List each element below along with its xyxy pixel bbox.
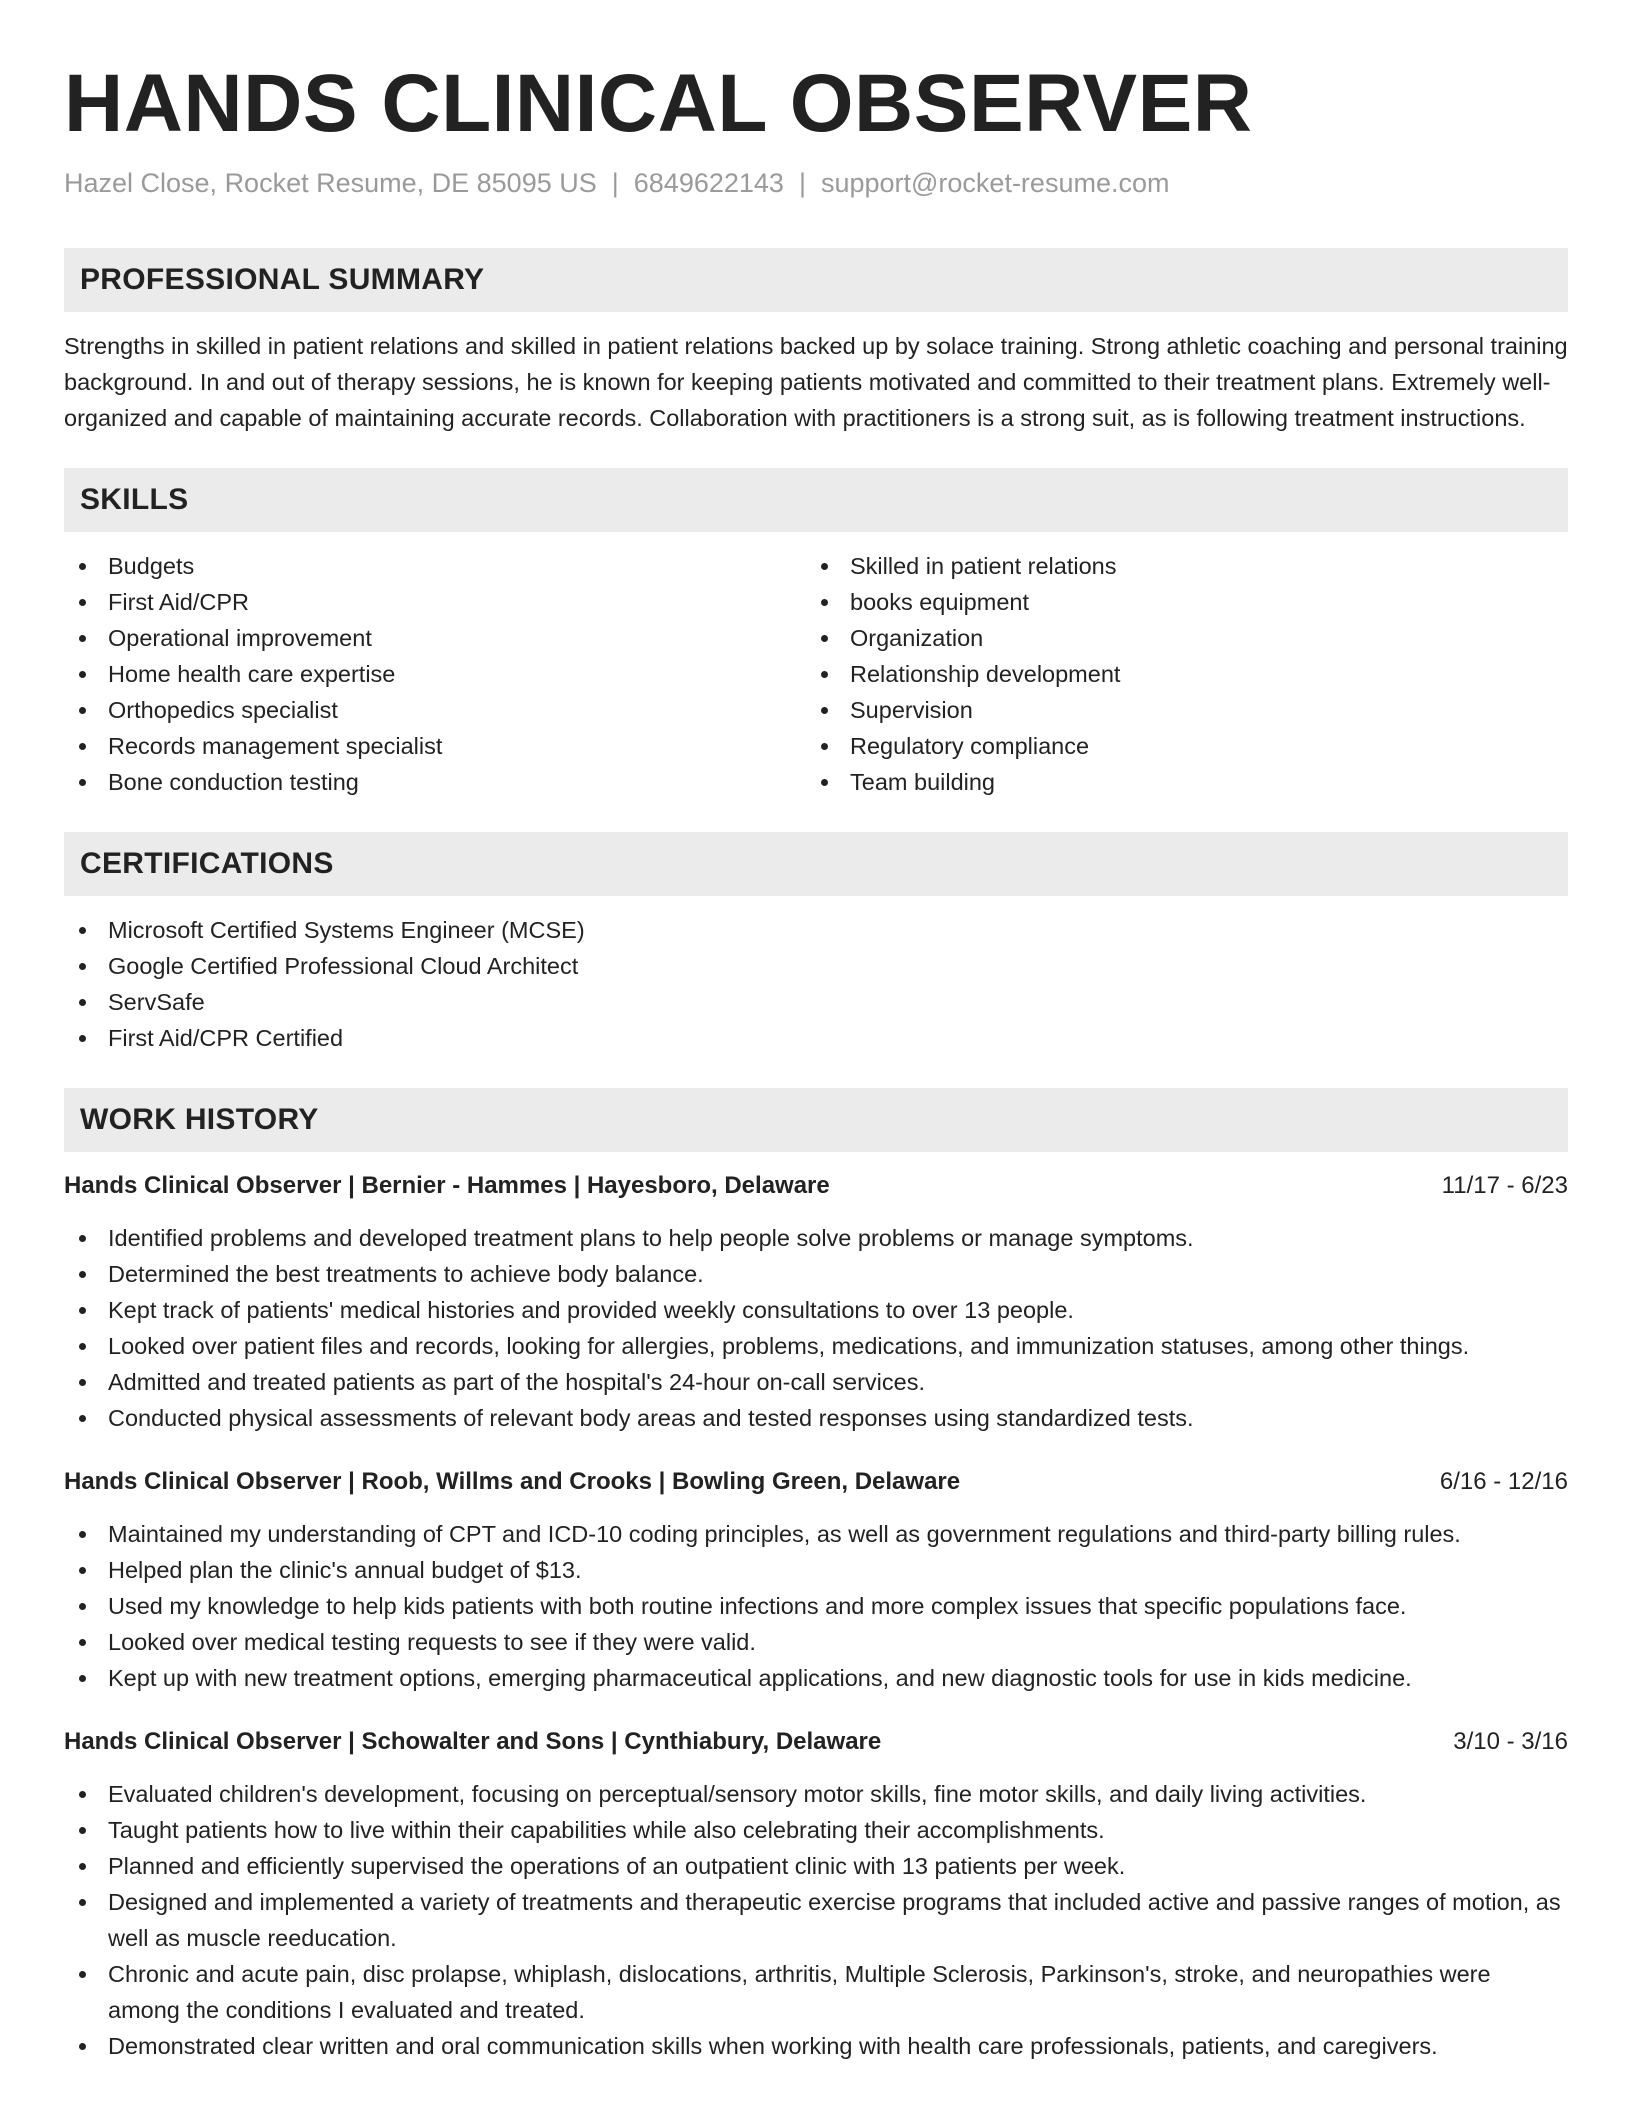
job-duties-list (64, 1516, 1568, 1696)
certification-item: Microsoft Certified Systems Engineer (MCSE) (64, 912, 1568, 948)
skills-column-left (64, 548, 806, 800)
job-duty-item: Looked over medical testing requests to see if they were valid. (64, 1624, 1568, 1660)
job-duty-item: Used my knowledge to help kids patients with both routine infections and more complex issues that specific populations face. (64, 1588, 1568, 1624)
skill-item: Operational improvement (64, 620, 806, 656)
summary-text: Strengths in skilled in patient relations and skilled in patient relations backed up by solace training. Strong athletic coaching and personal training background. In and out of therapy sessions, he is known for keeping patients motivated and committed to their treatment plans. Extremely well-organized and capable of maintaining accurate records. Collaboration with practitioners is a strong suit, as is following treatment instructions. (64, 333, 1568, 431)
job-duty-item: Evaluated children's development, focusing on perceptual/sensory motor skills, fine motor skills, and daily living activities. (64, 1776, 1568, 1812)
skills-list-left (64, 548, 806, 800)
job-dates: 6/16 - 12/16 (1439, 1468, 1568, 1495)
skill-item: Budgets (64, 548, 806, 584)
resume-content (64, 56, 1568, 2064)
contact-address: Hazel Close, Rocket Resume, DE 85095 US (64, 168, 597, 198)
job-duty-item: Conducted physical assessments of relevant body areas and tested responses using standardized tests. (64, 1400, 1568, 1436)
skill-item: Supervision (806, 692, 1548, 728)
skill-item: Organization (806, 620, 1548, 656)
skill-item: Relationship development (806, 656, 1548, 692)
contact-phone: 6849622143 (633, 168, 784, 198)
skills-heading: SKILLS (64, 468, 1568, 532)
skill-item: First Aid/CPR (64, 584, 806, 620)
contact-email: support@rocket-resume.com (820, 168, 1170, 198)
candidate-name: HANDS CLINICAL OBSERVER (64, 58, 1253, 149)
job-duty-item: Taught patients how to live within their capabilities while also celebrating their accomplishments. (64, 1812, 1568, 1848)
skill-item: Skilled in patient relations (806, 548, 1548, 584)
job-title-row (64, 1464, 1568, 1500)
skill-item: Orthopedics specialist (64, 692, 806, 728)
job-dates: 3/10 - 3/16 (1453, 1728, 1568, 1755)
skill-item: books equipment (806, 584, 1548, 620)
certification-item: Google Certified Professional Cloud Architect (64, 948, 1568, 984)
skill-item: Records management specialist (64, 728, 806, 764)
job-duty-item: Kept track of patients' medical histories and provided weekly consultations to over 13 people. (64, 1292, 1568, 1328)
job-title-row (64, 1724, 1568, 1760)
job-title: Hands Clinical Observer | Roob, Willms and Crooks | Bowling Green, Delaware (64, 1468, 961, 1495)
job-duty-item: Determined the best treatments to achieve body balance. (64, 1256, 1568, 1292)
summary-heading: PROFESSIONAL SUMMARY (64, 248, 1568, 312)
job-dates: 11/17 - 6/23 (1441, 1172, 1568, 1199)
job-entry (64, 1724, 1568, 2064)
job-title: Hands Clinical Observer | Bernier - Hammes | Hayesboro, Delaware (64, 1172, 830, 1199)
certification-item: First Aid/CPR Certified (64, 1020, 1568, 1056)
certifications-list (64, 912, 1568, 1056)
skill-item: Bone conduction testing (64, 764, 806, 800)
job-title-row (64, 1168, 1568, 1204)
job-duty-item: Kept up with new treatment options, emerging pharmaceutical applications, and new diagnostic tools for use in kids medicine. (64, 1660, 1568, 1696)
job-duty-item: Chronic and acute pain, disc prolapse, whiplash, dislocations, arthritis, Multiple Sclerosis, Parkinson's, stroke, and neuropathies were among the conditions I evaluated and treated. (64, 1956, 1568, 2028)
job-duty-item: Maintained my understanding of CPT and ICD-10 coding principles, as well as government regulations and third-party billing rules. (64, 1516, 1568, 1552)
job-title: Hands Clinical Observer | Schowalter and Sons | Cynthiabury, Delaware (64, 1728, 882, 1755)
job-duty-item: Helped plan the clinic's annual budget of $13. (64, 1552, 1568, 1588)
contact-separator: | (611, 168, 619, 198)
skill-item: Regulatory compliance (806, 728, 1548, 764)
skill-item: Home health care expertise (64, 656, 806, 692)
skills-column-right (806, 548, 1548, 800)
job-duty-item: Planned and efficiently supervised the operations of an outpatient clinic with 13 patients per week. (64, 1848, 1568, 1884)
certifications-heading: CERTIFICATIONS (64, 832, 1568, 896)
job-duties-list (64, 1220, 1568, 1436)
certification-item: ServSafe (64, 984, 1568, 1020)
skills-list-right (806, 548, 1548, 800)
job-duty-item: Identified problems and developed treatment plans to help people solve problems or manage symptoms. (64, 1220, 1568, 1256)
skill-item: Team building (806, 764, 1548, 800)
contact-line (64, 166, 1568, 200)
contact-separator: | (798, 168, 806, 198)
job-entry (64, 1464, 1568, 1696)
job-duty-item: Designed and implemented a variety of treatments and therapeutic exercise programs that included active and passive ranges of motion, as well as muscle reeducation. (64, 1884, 1568, 1956)
job-entry (64, 1168, 1568, 1436)
job-duties-list (64, 1776, 1568, 2064)
job-duty-item: Looked over patient files and records, looking for allergies, problems, medications, and immunization statuses, among other things. (64, 1328, 1568, 1364)
skills-grid (64, 548, 1568, 800)
job-duty-item: Admitted and treated patients as part of the hospital's 24-hour on-call services. (64, 1364, 1568, 1400)
work-history-heading: WORK HISTORY (64, 1088, 1568, 1152)
job-duty-item: Demonstrated clear written and oral communication skills when working with health care professionals, patients, and caregivers. (64, 2028, 1568, 2064)
